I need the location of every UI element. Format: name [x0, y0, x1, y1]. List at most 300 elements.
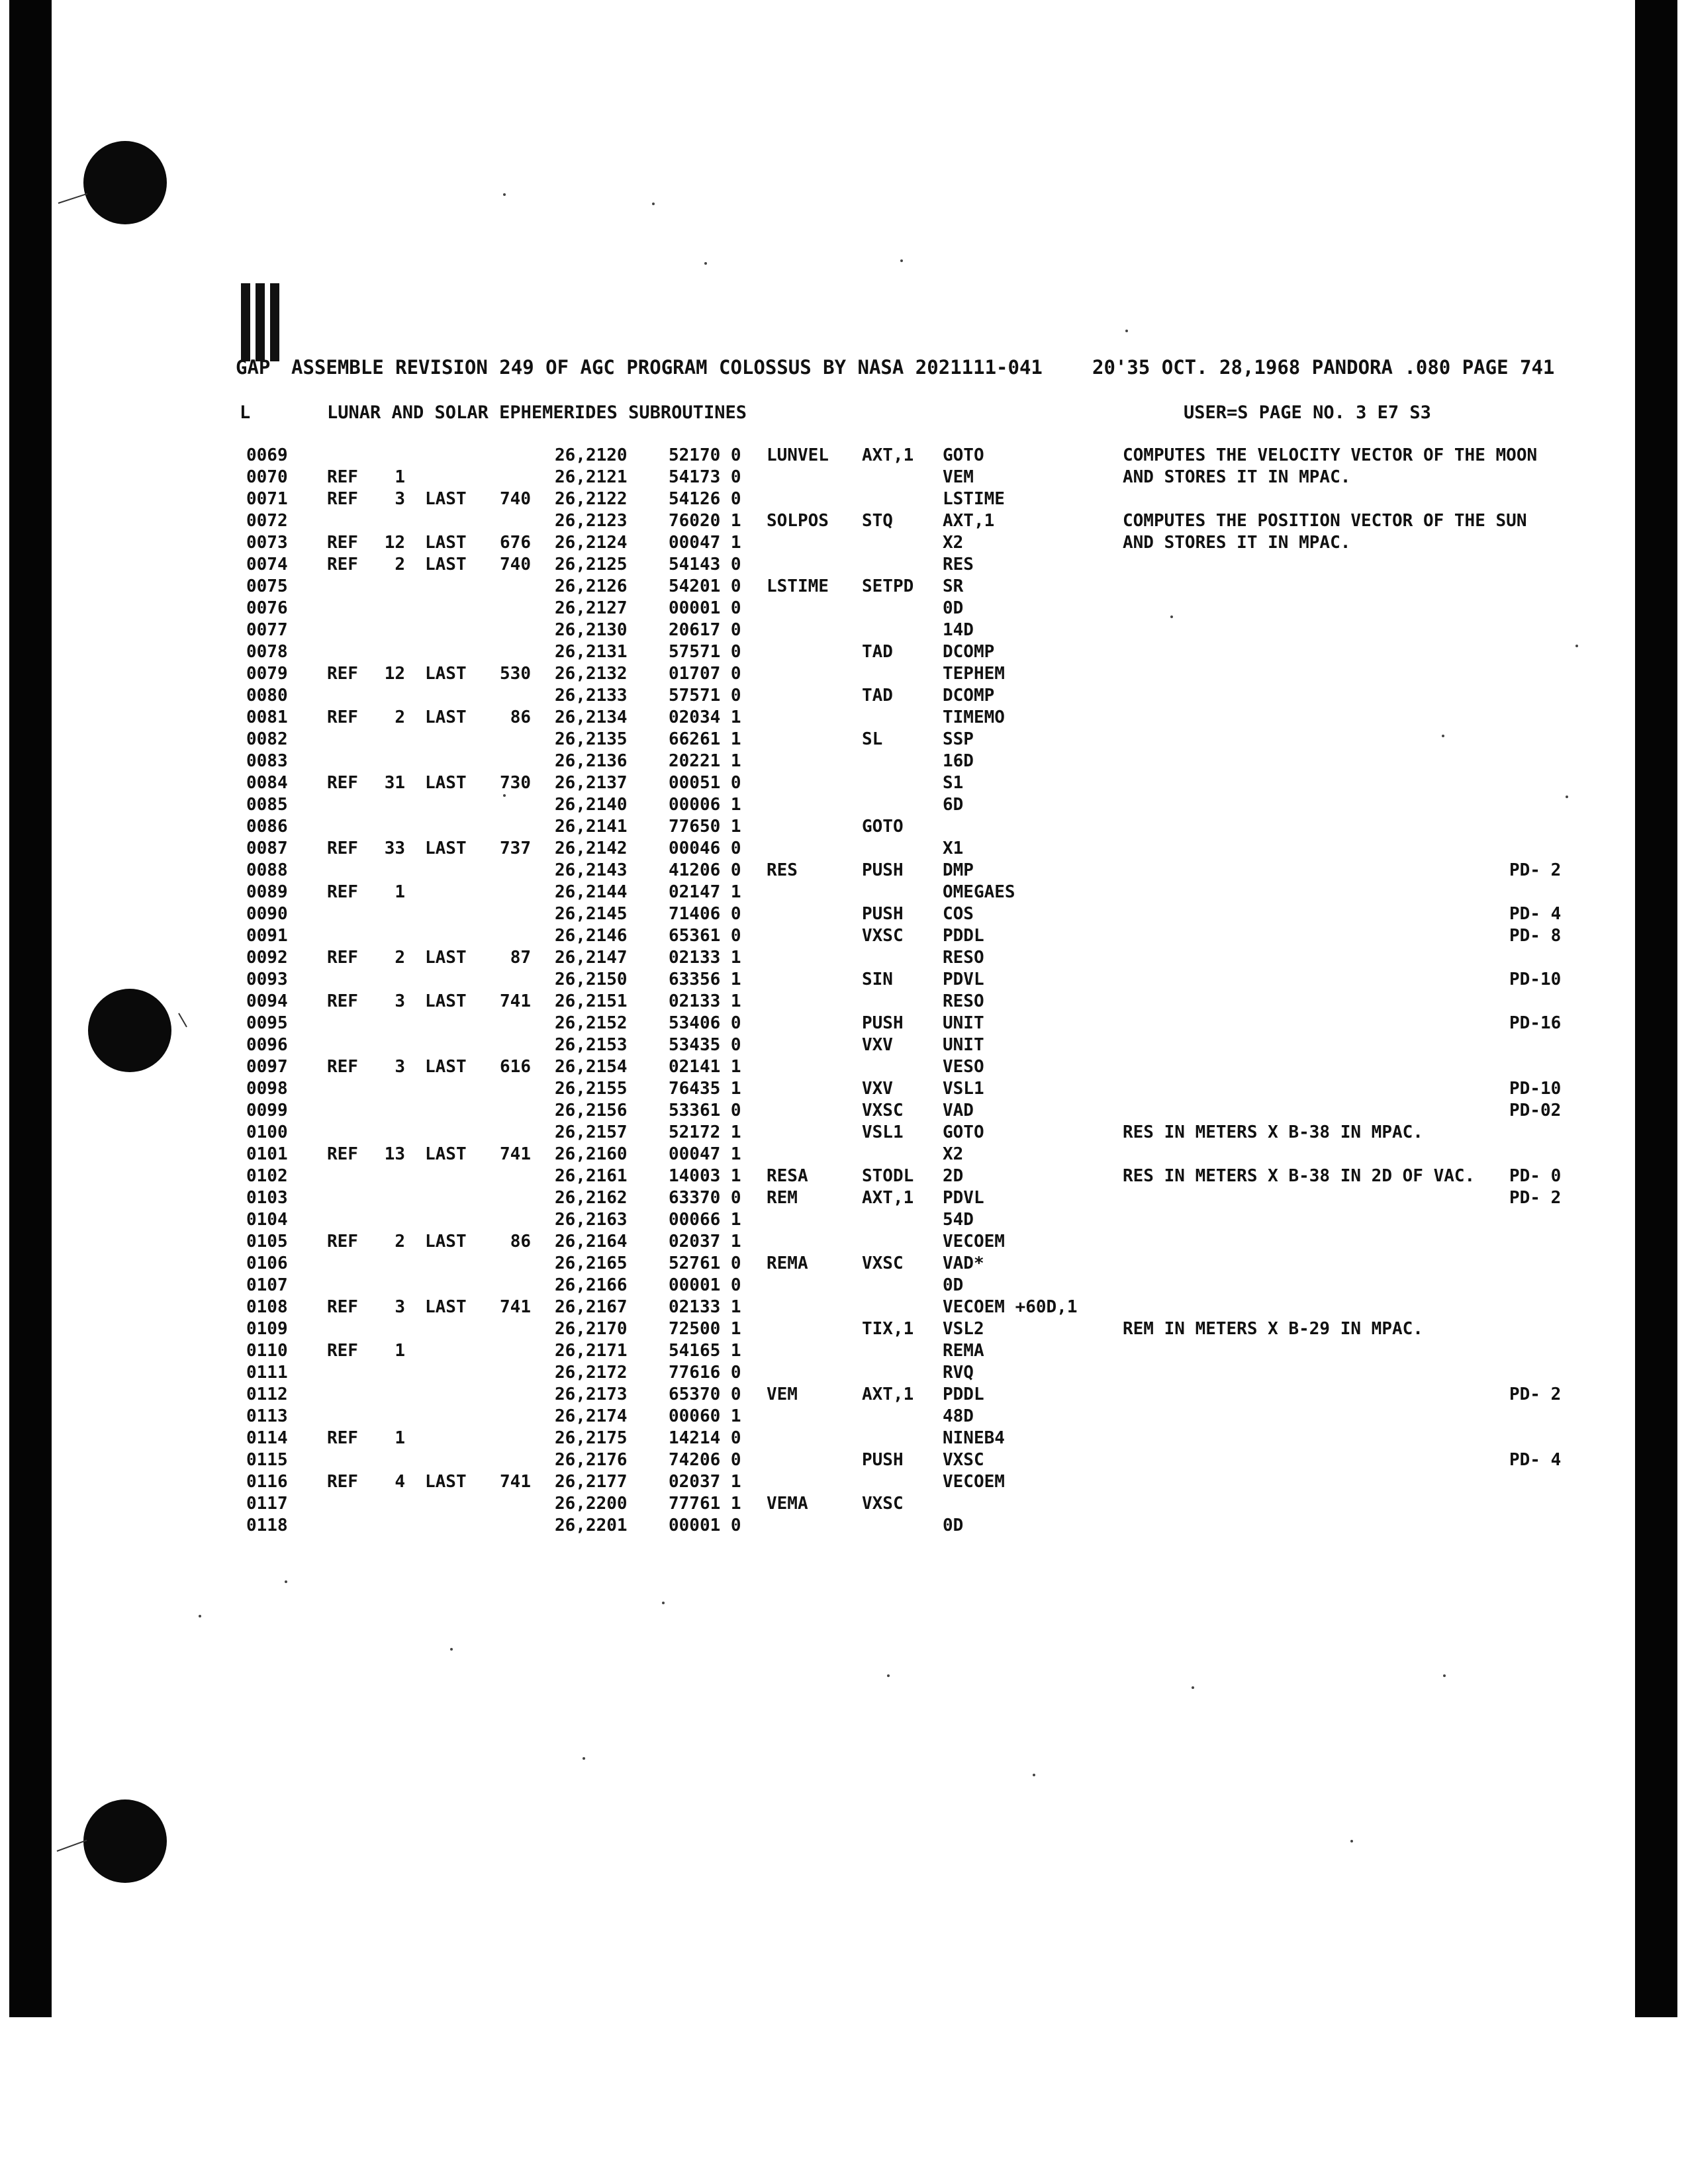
ref-marker: REF — [327, 1232, 358, 1251]
operand: VAD* — [943, 1253, 984, 1273]
octal-word: 02037 1 — [669, 1472, 741, 1492]
line-number: 0072 — [246, 511, 288, 531]
opcode: AXT,1 — [862, 445, 914, 465]
operand: 48D — [943, 1406, 974, 1426]
opcode: VXV — [862, 1035, 893, 1055]
ref-marker: REF — [327, 1144, 358, 1164]
listing-row — [0, 991, 1688, 1013]
pushdown-annotation: PD-10 — [1509, 970, 1562, 989]
address: 26,2141 — [555, 817, 628, 837]
ref-count: 3 — [395, 991, 405, 1011]
operand: DCOMP — [943, 686, 995, 705]
operand: 2D — [943, 1166, 964, 1186]
address: 26,2130 — [555, 620, 628, 640]
ref-count: 2 — [395, 948, 405, 968]
opcode: PUSH — [862, 1450, 904, 1470]
operand: REMA — [943, 1341, 984, 1361]
opcode: SL — [862, 729, 883, 749]
listing-row — [0, 467, 1688, 488]
line-number: 0113 — [246, 1406, 288, 1426]
ref-count: 13 — [384, 1144, 405, 1164]
operand: VEM — [943, 467, 974, 487]
octal-word: 00046 0 — [669, 839, 741, 858]
octal-word: 63356 1 — [669, 970, 741, 989]
address: 26,2137 — [555, 773, 628, 793]
listing-row — [0, 1428, 1688, 1449]
last-page: 740 — [500, 555, 531, 574]
address: 26,2140 — [555, 795, 628, 815]
octal-word: 02133 1 — [669, 991, 741, 1011]
opcode: PUSH — [862, 904, 904, 924]
last-marker: LAST — [425, 1232, 467, 1251]
line-number: 0090 — [246, 904, 288, 924]
ref-marker: REF — [327, 533, 358, 553]
listing-row — [0, 1340, 1688, 1362]
address: 26,2173 — [555, 1385, 628, 1404]
octal-word: 02034 1 — [669, 707, 741, 727]
opcode: VXSC — [862, 1494, 904, 1514]
address: 26,2162 — [555, 1188, 628, 1208]
listing-row — [0, 1034, 1688, 1056]
listing-row — [0, 1406, 1688, 1428]
last-page: 616 — [500, 1057, 531, 1077]
last-marker: LAST — [425, 839, 467, 858]
opcode: SIN — [862, 970, 893, 989]
opcode: STODL — [862, 1166, 914, 1186]
line-number: 0091 — [246, 926, 288, 946]
ref-count: 1 — [395, 882, 405, 902]
address: 26,2143 — [555, 860, 628, 880]
last-marker: LAST — [425, 489, 467, 509]
address: 26,2144 — [555, 882, 628, 902]
last-marker: LAST — [425, 533, 467, 553]
listing-row — [0, 729, 1688, 751]
operand: TIMEMO — [943, 707, 1005, 727]
octal-word: 20221 1 — [669, 751, 741, 771]
operand: RES — [943, 555, 974, 574]
address: 26,2166 — [555, 1275, 628, 1295]
address: 26,2135 — [555, 729, 628, 749]
octal-word: 57571 0 — [669, 686, 741, 705]
octal-word: 54143 0 — [669, 555, 741, 574]
address: 26,2161 — [555, 1166, 628, 1186]
address: 26,2147 — [555, 948, 628, 968]
ref-marker: REF — [327, 1428, 358, 1448]
address: 26,2131 — [555, 642, 628, 662]
operand: 0D — [943, 1275, 964, 1295]
octal-word: 00001 0 — [669, 1275, 741, 1295]
last-page: 87 — [510, 948, 531, 968]
line-number: 0082 — [246, 729, 288, 749]
listing-row — [0, 1297, 1688, 1318]
octal-word: 54201 0 — [669, 576, 741, 596]
pushdown-annotation: PD-16 — [1509, 1013, 1562, 1033]
last-page: 676 — [500, 533, 531, 553]
user-page-number: USER=S PAGE NO. 3 E7 S3 — [1184, 402, 1431, 423]
pushdown-annotation: PD- 2 — [1509, 860, 1562, 880]
listing-row — [0, 1209, 1688, 1231]
operand: X1 — [943, 839, 964, 858]
operand: 0D — [943, 598, 964, 618]
ref-count: 3 — [395, 1297, 405, 1317]
symbol-label: RES — [767, 860, 798, 880]
listing-row — [0, 838, 1688, 860]
address: 26,2125 — [555, 555, 628, 574]
octal-word: 77616 0 — [669, 1363, 741, 1383]
ref-marker: REF — [327, 707, 358, 727]
last-page: 741 — [500, 1297, 531, 1317]
operand: VECOEM +60D,1 — [943, 1297, 1078, 1317]
symbol-label: VEMA — [767, 1494, 808, 1514]
line-number: 0116 — [246, 1472, 288, 1492]
listing-row — [0, 1449, 1688, 1471]
listing-row — [0, 685, 1688, 707]
ref-count: 4 — [395, 1472, 405, 1492]
line-number: 0083 — [246, 751, 288, 771]
operand: SSP — [943, 729, 974, 749]
line-number: 0080 — [246, 686, 288, 705]
listing-comment: COMPUTES THE POSITION VECTOR OF THE SUN — [1123, 511, 1527, 531]
listing-comment: REM IN METERS X B-29 IN MPAC. — [1123, 1319, 1423, 1339]
address: 26,2175 — [555, 1428, 628, 1448]
octal-word: 02147 1 — [669, 882, 741, 902]
address: 26,2150 — [555, 970, 628, 989]
line-number: 0111 — [246, 1363, 288, 1383]
line-number: 0088 — [246, 860, 288, 880]
ref-marker: REF — [327, 1057, 358, 1077]
operand: 14D — [943, 620, 974, 640]
line-number: 0085 — [246, 795, 288, 815]
listing-row — [0, 663, 1688, 685]
opcode: PUSH — [862, 860, 904, 880]
octal-word: 54173 0 — [669, 467, 741, 487]
symbol-label: REMA — [767, 1253, 808, 1273]
line-number: 0087 — [246, 839, 288, 858]
opcode: VXSC — [862, 1101, 904, 1120]
ref-marker: REF — [327, 948, 358, 968]
section-letter: L — [240, 402, 251, 423]
line-number: 0084 — [246, 773, 288, 793]
octal-word: 14003 1 — [669, 1166, 741, 1186]
operand: TEPHEM — [943, 664, 1005, 684]
octal-word: 77650 1 — [669, 817, 741, 837]
listing-row — [0, 1253, 1688, 1275]
operand: 6D — [943, 795, 964, 815]
ref-count: 3 — [395, 489, 405, 509]
header-mark: GAP — [236, 356, 271, 379]
line-number: 0106 — [246, 1253, 288, 1273]
last-page: 741 — [500, 1144, 531, 1164]
address: 26,2174 — [555, 1406, 628, 1426]
listing-row — [0, 1056, 1688, 1078]
listing-row — [0, 903, 1688, 925]
operand: DMP — [943, 860, 974, 880]
line-number: 0073 — [246, 533, 288, 553]
listing-row — [0, 882, 1688, 903]
pushdown-annotation: PD-10 — [1509, 1079, 1562, 1099]
octal-word: 00047 1 — [669, 533, 741, 553]
line-number: 0086 — [246, 817, 288, 837]
listing-row — [0, 751, 1688, 772]
octal-word: 74206 0 — [669, 1450, 741, 1470]
punch-hole-top — [83, 141, 167, 224]
ref-count: 31 — [384, 773, 405, 793]
octal-word: 41206 0 — [669, 860, 741, 880]
hole-shadow-mark — [57, 1840, 87, 1852]
line-number: 0089 — [246, 882, 288, 902]
address: 26,2163 — [555, 1210, 628, 1230]
symbol-label: RESA — [767, 1166, 808, 1186]
octal-word: 00060 1 — [669, 1406, 741, 1426]
address: 26,2170 — [555, 1319, 628, 1339]
octal-word: 76435 1 — [669, 1079, 741, 1099]
line-number: 0078 — [246, 642, 288, 662]
operand: VSL2 — [943, 1319, 984, 1339]
listing-row — [0, 794, 1688, 816]
pushdown-annotation: PD- 2 — [1509, 1385, 1562, 1404]
octal-word: 57571 0 — [669, 642, 741, 662]
listing-row — [0, 1187, 1688, 1209]
listing-row — [0, 816, 1688, 838]
opcode: TAD — [862, 686, 893, 705]
listing-row — [0, 488, 1688, 510]
last-page: 740 — [500, 489, 531, 509]
octal-word: 00001 0 — [669, 598, 741, 618]
octal-word: 00066 1 — [669, 1210, 741, 1230]
operand: X2 — [943, 533, 964, 553]
listing-row — [0, 1362, 1688, 1384]
ref-count: 12 — [384, 664, 405, 684]
last-page: 86 — [510, 1232, 531, 1251]
header-timestamp: 20'35 OCT. 28,1968 PANDORA .080 PAGE 741 — [1092, 356, 1555, 379]
address: 26,2177 — [555, 1472, 628, 1492]
listing-row — [0, 641, 1688, 663]
ref-count: 33 — [384, 839, 405, 858]
listing-row — [0, 1078, 1688, 1100]
last-marker: LAST — [425, 555, 467, 574]
line-number: 0101 — [246, 1144, 288, 1164]
last-page: 741 — [500, 991, 531, 1011]
address: 26,2167 — [555, 1297, 628, 1317]
octal-word: 00051 0 — [669, 773, 741, 793]
ref-marker: REF — [327, 1297, 358, 1317]
operand: VECOEM — [943, 1472, 1005, 1492]
last-page: 741 — [500, 1472, 531, 1492]
page-header — [236, 356, 1043, 379]
address: 26,2120 — [555, 445, 628, 465]
octal-word: 53361 0 — [669, 1101, 741, 1120]
ref-count: 3 — [395, 1057, 405, 1077]
operand: UNIT — [943, 1013, 984, 1033]
opcode: VSL1 — [862, 1122, 904, 1142]
last-page: 530 — [500, 664, 531, 684]
line-number: 0109 — [246, 1319, 288, 1339]
operand: PDVL — [943, 1188, 984, 1208]
octal-word: 53435 0 — [669, 1035, 741, 1055]
last-page: 730 — [500, 773, 531, 793]
line-number: 0099 — [246, 1101, 288, 1120]
operand: VESO — [943, 1057, 984, 1077]
last-page: 86 — [510, 707, 531, 727]
ref-marker: REF — [327, 467, 358, 487]
octal-word: 63370 0 — [669, 1188, 741, 1208]
symbol-label: SOLPOS — [767, 511, 829, 531]
line-number: 0117 — [246, 1494, 288, 1514]
address: 26,2146 — [555, 926, 628, 946]
ref-marker: REF — [327, 839, 358, 858]
last-marker: LAST — [425, 707, 467, 727]
line-number: 0070 — [246, 467, 288, 487]
line-number: 0108 — [246, 1297, 288, 1317]
address: 26,2124 — [555, 533, 628, 553]
listing-comment: AND STORES IT IN MPAC. — [1123, 533, 1351, 553]
line-number: 0115 — [246, 1450, 288, 1470]
listing-row — [0, 532, 1688, 554]
operand: DCOMP — [943, 642, 995, 662]
octal-word: 65370 0 — [669, 1385, 741, 1404]
address: 26,2172 — [555, 1363, 628, 1383]
address: 26,2151 — [555, 991, 628, 1011]
operand: VXSC — [943, 1450, 984, 1470]
address: 26,2127 — [555, 598, 628, 618]
octal-word: 65361 0 — [669, 926, 741, 946]
octal-word: 02037 1 — [669, 1232, 741, 1251]
address: 26,2154 — [555, 1057, 628, 1077]
operand: NINEB4 — [943, 1428, 1005, 1448]
line-number: 0097 — [246, 1057, 288, 1077]
listing-row — [0, 598, 1688, 619]
octal-word: 02133 1 — [669, 1297, 741, 1317]
ref-count: 12 — [384, 533, 405, 553]
operand: RESO — [943, 948, 984, 968]
line-number: 0092 — [246, 948, 288, 968]
address: 26,2142 — [555, 839, 628, 858]
ref-count: 1 — [395, 467, 405, 487]
operand: LSTIME — [943, 489, 1005, 509]
octal-word: 02133 1 — [669, 948, 741, 968]
listing-row — [0, 1493, 1688, 1515]
octal-word: 72500 1 — [669, 1319, 741, 1339]
opcode: VXSC — [862, 1253, 904, 1273]
listing-row — [0, 1384, 1688, 1406]
line-number: 0077 — [246, 620, 288, 640]
line-number: 0114 — [246, 1428, 288, 1448]
ref-count: 2 — [395, 555, 405, 574]
line-number: 0094 — [246, 991, 288, 1011]
last-marker: LAST — [425, 1297, 467, 1317]
pushdown-annotation: PD- 0 — [1509, 1166, 1562, 1186]
line-number: 0105 — [246, 1232, 288, 1251]
ref-marker: REF — [327, 773, 358, 793]
ref-marker: REF — [327, 489, 358, 509]
listing-row — [0, 1318, 1688, 1340]
octal-word: 66261 1 — [669, 729, 741, 749]
address: 26,2156 — [555, 1101, 628, 1120]
address: 26,2160 — [555, 1144, 628, 1164]
address: 26,2145 — [555, 904, 628, 924]
address: 26,2171 — [555, 1341, 628, 1361]
operand: SR — [943, 576, 964, 596]
last-page: 737 — [500, 839, 531, 858]
operand: PDDL — [943, 926, 984, 946]
listing-row — [0, 772, 1688, 794]
line-number: 0102 — [246, 1166, 288, 1186]
operand: PDVL — [943, 970, 984, 989]
operand: PDDL — [943, 1385, 984, 1404]
listing-row — [0, 1100, 1688, 1122]
ref-count: 1 — [395, 1428, 405, 1448]
address: 26,2126 — [555, 576, 628, 596]
line-number: 0112 — [246, 1385, 288, 1404]
line-number: 0081 — [246, 707, 288, 727]
address: 26,2121 — [555, 467, 628, 487]
address: 26,2153 — [555, 1035, 628, 1055]
operand: RESO — [943, 991, 984, 1011]
listing-row — [0, 707, 1688, 729]
operand: 16D — [943, 751, 974, 771]
ref-count: 1 — [395, 1341, 405, 1361]
listing-row — [0, 1013, 1688, 1034]
address: 26,2136 — [555, 751, 628, 771]
symbol-label: LUNVEL — [767, 445, 829, 465]
operand: 54D — [943, 1210, 974, 1230]
address: 26,2201 — [555, 1516, 628, 1535]
line-number: 0093 — [246, 970, 288, 989]
address: 26,2164 — [555, 1232, 628, 1251]
line-number: 0075 — [246, 576, 288, 596]
address: 26,2157 — [555, 1122, 628, 1142]
opcode: VXSC — [862, 926, 904, 946]
opcode: PUSH — [862, 1013, 904, 1033]
listing-row — [0, 1471, 1688, 1493]
pushdown-annotation: PD- 2 — [1509, 1188, 1562, 1208]
octal-word: 20617 0 — [669, 620, 741, 640]
octal-word: 52761 0 — [669, 1253, 741, 1273]
line-number: 0118 — [246, 1516, 288, 1535]
operand: GOTO — [943, 445, 984, 465]
ref-count: 2 — [395, 707, 405, 727]
header-title: ASSEMBLE REVISION 249 OF AGC PROGRAM COLOSSUS BY NASA 2021111-041 — [291, 356, 1043, 379]
line-number: 0095 — [246, 1013, 288, 1033]
operand: X2 — [943, 1144, 964, 1164]
address: 26,2123 — [555, 511, 628, 531]
punch-hole-bottom — [83, 1799, 167, 1883]
listing-row — [0, 1515, 1688, 1537]
opcode: VXV — [862, 1079, 893, 1099]
ref-marker: REF — [327, 1341, 358, 1361]
octal-word: 71406 0 — [669, 904, 741, 924]
operand: 0D — [943, 1516, 964, 1535]
listing-row — [0, 619, 1688, 641]
operand: RVQ — [943, 1363, 974, 1383]
address: 26,2152 — [555, 1013, 628, 1033]
opcode: SETPD — [862, 576, 914, 596]
operand: VSL1 — [943, 1079, 984, 1099]
symbol-label: VEM — [767, 1385, 798, 1404]
last-marker: LAST — [425, 1472, 467, 1492]
address: 26,2176 — [555, 1450, 628, 1470]
operand: OMEGAES — [943, 882, 1015, 902]
symbol-label: REM — [767, 1188, 798, 1208]
listing-row — [0, 1231, 1688, 1253]
opcode: AXT,1 — [862, 1385, 914, 1404]
line-number: 0098 — [246, 1079, 288, 1099]
listing-row — [0, 947, 1688, 969]
listing-row — [0, 1122, 1688, 1144]
octal-word: 00001 0 — [669, 1516, 741, 1535]
ref-marker: REF — [327, 664, 358, 684]
ref-marker: REF — [327, 991, 358, 1011]
